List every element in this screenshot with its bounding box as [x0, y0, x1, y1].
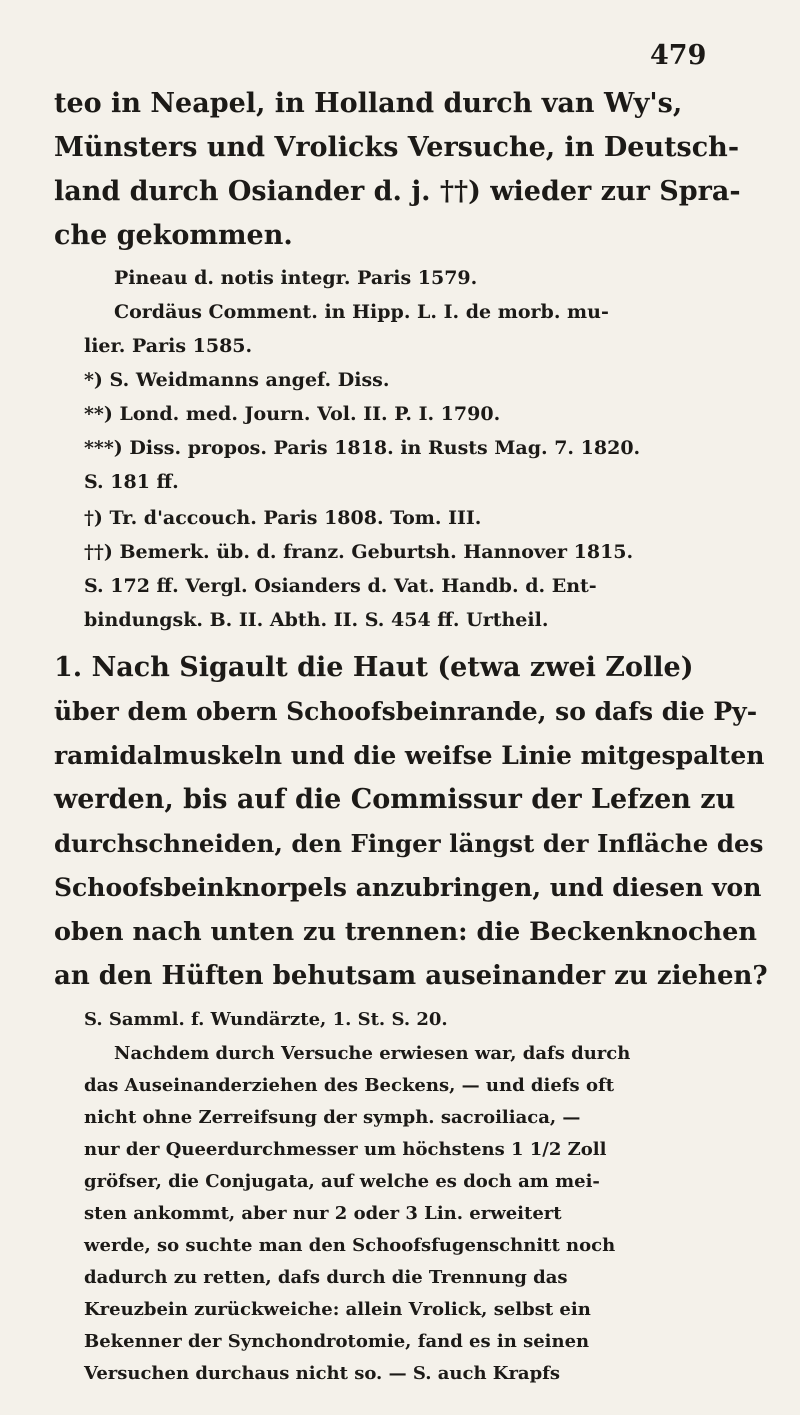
question-line: über dem obern Schoofsbeinrande, so dafs die Py- [54, 697, 758, 726]
question-line: oben nach unten zu trennen: die Beckenknochen [54, 917, 757, 947]
footnote-4: †) Tr. d'accouch. Paris 1808. Tom. III. [84, 507, 482, 529]
reference-line: Cordäus Comment. in Hipp. L. I. de morb. mu- [114, 301, 609, 323]
footnote-1: *) S. Weidmanns angef. Diss. [84, 369, 390, 391]
footnote-5: ††) Bemerk. üb. d. franz. Geburtsh. Hannover 1815. [84, 541, 634, 563]
footnote-3: ***) Diss. propos. Paris 1818. in Rusts Mag. 7. 1820. [84, 437, 641, 459]
answer-line: Kreuzbein zurückweiche: allein Vrolick, selbst ein [84, 1299, 591, 1320]
question-line: 1. Nach Sigault die Haut (etwa zwei Zolle) [54, 652, 694, 683]
question-line: ramidalmuskeln und die weifse Linie mitgespalten [54, 741, 765, 770]
intro-line: Münsters und Vrolicks Versuche, in Deutsch- [54, 132, 740, 163]
answer-line: Bekenner der Synchondrotomie, fand es in seinen [84, 1331, 590, 1352]
intro-line: land durch Osiander d. j. ††) wieder zur Spra- [54, 176, 741, 207]
page-number: 479 [650, 40, 707, 71]
question-line: durchschneiden, den Finger längst der Infläche des [54, 829, 764, 858]
answer-line: das Auseinanderziehen des Beckens, — und diefs oft [84, 1075, 615, 1096]
intro-line: teo in Neapel, in Holland durch van Wy's, [54, 88, 683, 119]
answer-line: werde, so suchte man den Schoofsfugenschnitt noch [84, 1235, 616, 1256]
reference-line: lier. Paris 1585. [84, 335, 253, 357]
answer-line: Nachdem durch Versuche erwiesen war, dafs durch [114, 1043, 631, 1064]
reference-line: S. 172 ff. Vergl. Osianders d. Vat. Handb. d. Ent- [84, 575, 597, 597]
answer-reference: S. Samml. f. Wundärzte, 1. St. S. 20. [84, 1009, 448, 1030]
question-line: an den Hüften behutsam auseinander zu ziehen? [54, 961, 768, 991]
reference-line: Pineau d. notis integr. Paris 1579. [114, 267, 478, 289]
answer-line: nicht ohne Zerreifsung der symph. sacroiliaca, — [84, 1107, 581, 1128]
answer-line: nur der Queerdurchmesser um höchstens 1 1/2 Zoll [84, 1139, 607, 1160]
question-line: werden, bis auf die Commissur der Lefzen zu [54, 784, 736, 815]
answer-line: Versuchen durchaus nicht so. — S. auch Krapfs [84, 1363, 561, 1384]
answer-line: dadurch zu retten, dafs durch die Trennung das [84, 1267, 568, 1288]
reference-line: S. 181 ff. [84, 471, 179, 493]
intro-line: che gekommen. [54, 220, 293, 251]
answer-line: gröfser, die Conjugata, auf welche es doch am mei- [84, 1171, 600, 1192]
reference-line: bindungsk. B. II. Abth. II. S. 454 ff. Urtheil. [84, 609, 549, 631]
footnote-2: **) Lond. med. Journ. Vol. II. P. I. 1790. [84, 403, 501, 425]
answer-line: sten ankommt, aber nur 2 oder 3 Lin. erweitert [84, 1203, 562, 1224]
question-line: Schoofsbeinknorpels anzubringen, und diesen von [54, 873, 762, 902]
